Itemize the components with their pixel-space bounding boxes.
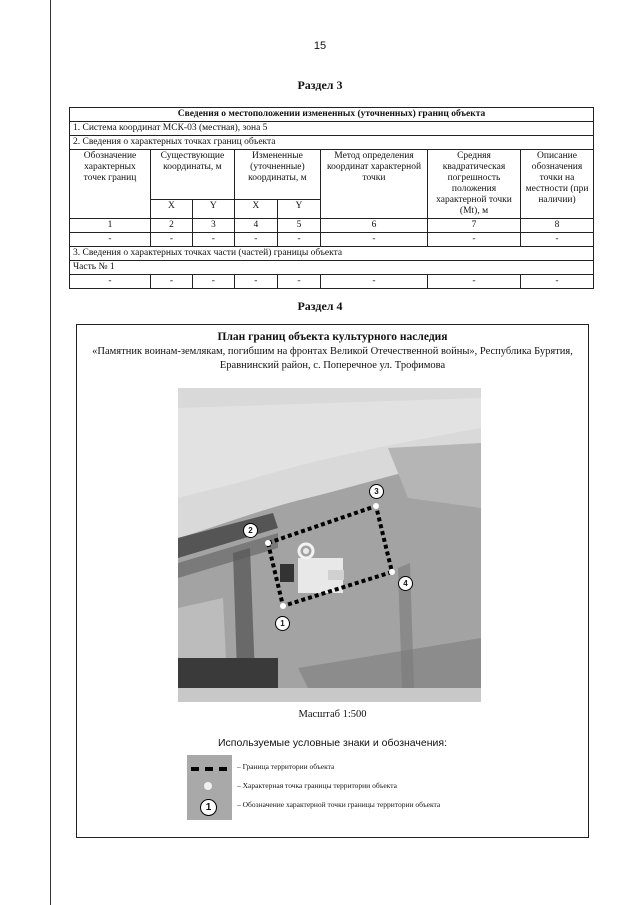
header-y: Y (277, 199, 320, 218)
binding-line (50, 0, 51, 905)
empty-cell: - (192, 233, 234, 247)
column-number: 6 (321, 219, 428, 233)
empty-cell: - (428, 233, 521, 247)
point-1-label: 1 (275, 616, 290, 631)
empty-cell: - (151, 275, 193, 289)
part-number-row: Часть № 1 (70, 261, 594, 275)
empty-cell: - (428, 275, 521, 289)
header-method: Метод определения координат характерной точки (321, 150, 428, 219)
legend-point-number-text: – Обозначение характерной точки границы территории объекта (237, 800, 441, 809)
column-number: 7 (428, 219, 521, 233)
header-x: X (234, 199, 277, 218)
empty-cell: - (321, 275, 428, 289)
header-description: Описание обозначения точки на местности (при наличии) (521, 150, 594, 219)
empty-cell: - (521, 275, 594, 289)
column-number: 4 (234, 219, 277, 233)
column-number: 2 (151, 219, 193, 233)
part-points-row: 3. Сведения о характерных точках части (частей) границы объекта (70, 247, 594, 261)
section-3-title: Раздел 3 (297, 78, 343, 92)
empty-cell: - (277, 233, 320, 247)
point-number-symbol: 1 (200, 799, 217, 816)
boundary-line-symbol (191, 767, 227, 771)
aerial-photo (178, 388, 481, 702)
legend-swatches (187, 755, 232, 820)
aerial-photo-svg (178, 388, 481, 702)
boundary-points-row: 2. Сведения о характерных точках границ объекта (70, 136, 594, 150)
plan-subtitle: «Памятник воинам-землякам, погибшим на фронтах Великой Отечественной войны», Республика Бурятия, Еравнинский район, с. Поперечное ул. Трофимова (92, 346, 573, 371)
header-mean-error: Средняя квадратическая погрешность положения характерной точки (Mt), м (428, 150, 521, 219)
empty-cell: - (321, 233, 428, 247)
column-number: 3 (192, 219, 234, 233)
plan-title: План границ объекта культурного наследия (217, 331, 448, 343)
empty-cell: - (521, 233, 594, 247)
coordinate-system-row: 1. Система координат МСК-03 (местная), зона 5 (70, 122, 594, 136)
point-4-label: 4 (398, 576, 413, 591)
column-number: 5 (277, 219, 320, 233)
empty-cell: - (277, 275, 320, 289)
empty-cell: - (151, 233, 193, 247)
empty-cell: - (234, 233, 277, 247)
empty-cell: - (70, 275, 151, 289)
legend-boundary-text: – Граница территории объекта (237, 762, 335, 771)
header-changed: Измененные (уточненные) координаты, м (234, 150, 320, 200)
header-existing: Существующие координаты, м (151, 150, 235, 200)
page-number: 15 (313, 40, 327, 52)
legend-title: Используемые условные знаки и обозначения: (217, 737, 447, 749)
empty-cell: - (234, 275, 277, 289)
table-caption: Сведения о местоположении измененных (уточненных) границ объекта (70, 108, 594, 122)
scale-label: Масштаб 1:500 (298, 709, 367, 720)
column-number: 8 (521, 219, 594, 233)
point-2-label: 2 (243, 523, 258, 538)
empty-cell: - (70, 233, 151, 247)
point-3-label: 3 (369, 484, 384, 499)
header-x: X (151, 199, 193, 218)
boundary-table (69, 107, 594, 289)
legend-point-text: – Характерная точка границы территории объекта (237, 781, 397, 790)
point-symbol (204, 782, 212, 790)
header-y: Y (192, 199, 234, 218)
plan-frame (76, 324, 589, 838)
section-4-title: Раздел 4 (297, 299, 343, 313)
header-designation: Обозначение характерных точек границ (70, 150, 151, 219)
column-number: 1 (70, 219, 151, 233)
empty-cell: - (192, 275, 234, 289)
